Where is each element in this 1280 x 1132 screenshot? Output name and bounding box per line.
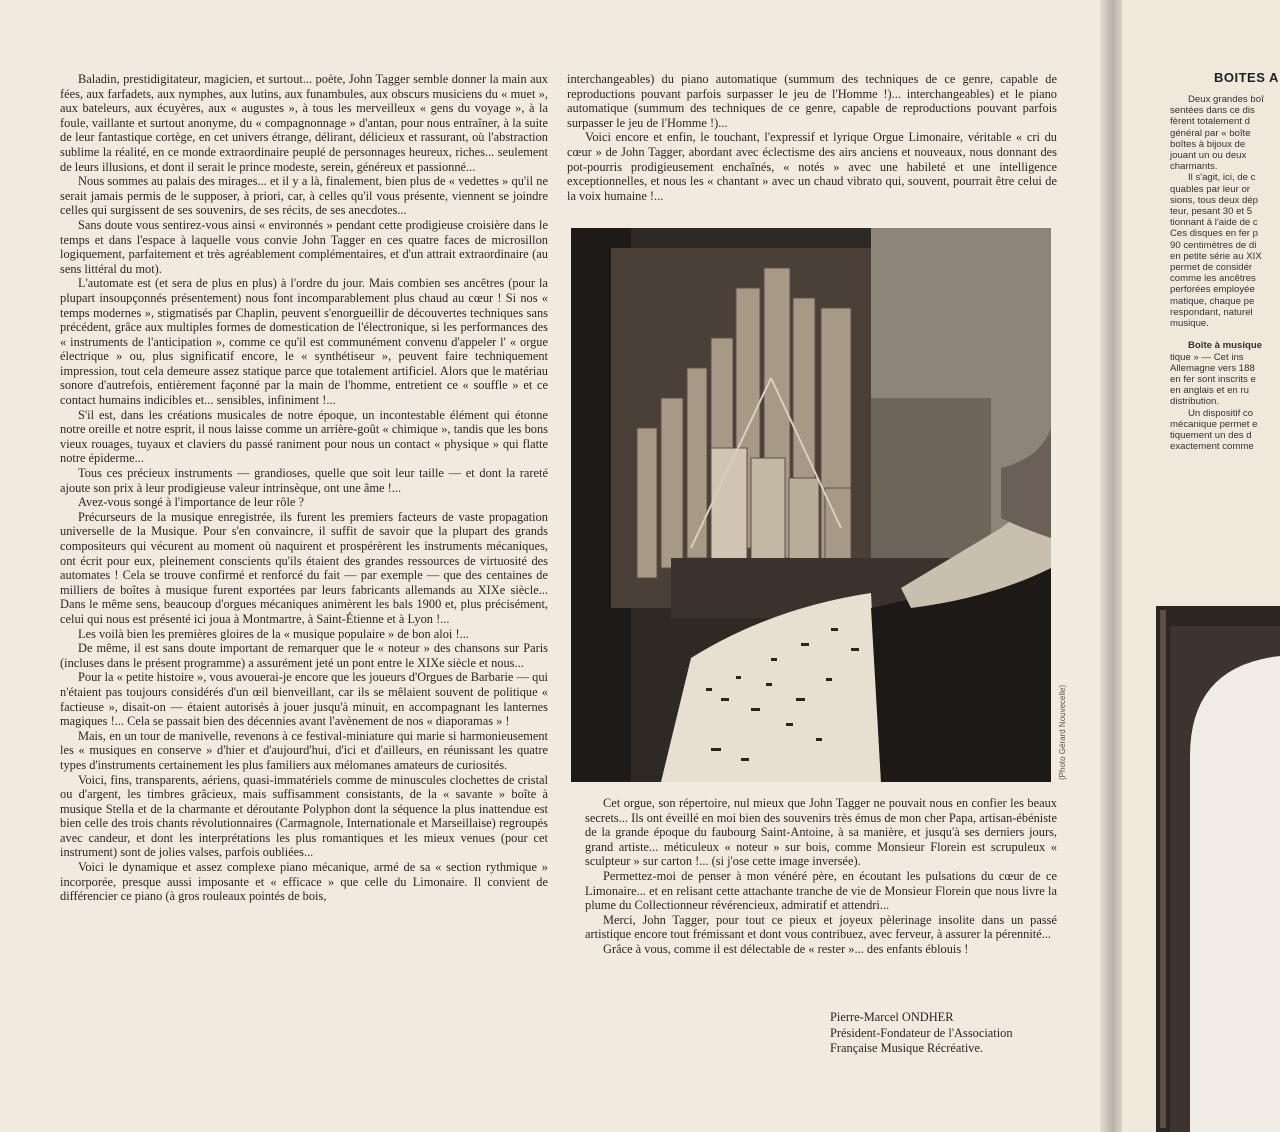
text-line: musique. <box>1170 318 1209 330</box>
paragraph: Voici le dynamique et assez complexe piano mécanique, armé de sa « section rythmique » incorporée, presque aussi imposante et « efficace » que celle du Limonaire. Il convient de différencier ce piano (à gros rouleaux pointés de bois, <box>60 860 548 904</box>
paragraph: L'automate est (et sera de plus en plus) à l'ordre du jour. Mais combien ses ancêtres (pour la plupart insoupçonnés présentement) nous font incomparablement plus chaud au cœur ! Si nos « temps modernes », stigmatisés par Chaplin, peuvent s'enorgueillir de découvertes techniques sans précédent, grâce aux multiples formes de domestication de l'électronique, si les performances des « instruments de l'anticipation », comme ce qu'il est communément convenu d'appeler l' « orgue électrique » ou, plus significatif encore, le « synthétiseur », peuvent faire techniquement impression, tout cela demeure assez statique parce que totalement artificiel. Alors que le matériau sonore d'autrefois, entièrement façonné par la main de l'homme, entretient ce « souffle » et ce contact humains indicibles et... sensibles, infiniment !... <box>60 276 548 408</box>
text-column-left <box>60 72 548 1062</box>
music-box-photo <box>1156 606 1280 1132</box>
text-line: en petite série au XIX <box>1170 250 1262 262</box>
paragraph: Les voilà bien les premières gloires de la « musique populaire » de bon aloi !... <box>78 626 469 641</box>
paragraph: Tous ces précieux instruments — grandioses, quelle que soit leur taille — et dont la rareté ajoute son prix à leur prodigieuse valeur intrinsèque, ont une âme !... <box>60 466 548 495</box>
photo-credit-text: (Photo Gérard Nouvecelle) <box>1058 684 1067 780</box>
text-line: teur, pesant 30 et 5 <box>1170 206 1253 218</box>
text-line <box>1170 329 1280 340</box>
text-line: boîtes à bijoux de <box>1170 138 1246 150</box>
paragraph: Baladin, prestidigitateur, magicien, et surtout... poète, John Tagger semble donner la main aux fées, aux farfadets, aux nymphes, aux lutins, aux funambules, aux obscurs musiciens du « muet », aux bateleurs, aux écuyères, aux « augustes », à tous les merveilleux « gens du voyage », à la foule, vaillante et surtout anonyme, du « compagnonnage » d'antan, pour nous entraîner, à la suite de leur fantastique cortège, en cet univers étrange, délirant, délicieux et rassurant, où l'abstraction sublime la réalité, en ce monde extraordinaire peuplé de personnages heureux, riches... seulement de leurs illusions, et dont il serait le prince modeste, serein, généreux et passionné... <box>60 72 548 174</box>
text-line: Ces disques en fer p <box>1170 228 1258 240</box>
paragraph: S'il est, dans les créations musicales de notre époque, un incontestable élément qui étonne notre oreille et notre esprit, il nous laisse comme un arrière-goût « chimique », tandis que les bons vieux rouages, tuyaux et claviers du passé raniment pour nous un contact « physique » qui flatte notre épiderme... <box>60 407 548 466</box>
text-line: mécanique permet e <box>1170 418 1258 430</box>
text-line: quables par leur or <box>1170 183 1250 195</box>
signature-title-line: Française Musique Récréative. <box>830 1041 984 1055</box>
right-page-text <box>1170 94 1280 453</box>
paragraph: Permettez-moi de penser à mon vénéré père, en écoutant les pulsations du cœur de ce Limonaire... et en relisant cette attachante tranche de vie de Monsieur Florein que nous livre la plume du Collectionneur révérencieux, admiratif et attendri... <box>585 868 1057 913</box>
text-line: Allemagne vers 188 <box>1170 362 1255 374</box>
text-line: Boîte à musique <box>1188 340 1263 352</box>
text-line: en fer sont inscrits e <box>1170 374 1256 386</box>
text-column-right-bottom <box>585 796 1057 1002</box>
text-line: permet de considér <box>1170 262 1253 274</box>
signature-block <box>830 1010 1090 1057</box>
text-line: Deux grandes boî <box>1188 94 1264 105</box>
text-line: tionnant à l'aide de c <box>1170 217 1258 229</box>
paragraph: Nous sommes au palais des mirages... et il y a là, finalement, bien plus de « vedettes » qu'il ne serait jamais permis de le supposer, à priori, car, à celles qu'il vous présente, viennent se joindre celles qui surgissent de ses souvenirs, de ses récits, de ses anecdotes... <box>60 174 548 218</box>
paragraph: interchangeables) du piano automatique (summum des techniques de ce genre, capable de reproductions pouvant parfois surpasser le jeu de l'Homme !)... interchangeables) et le piano automatique (summum des techniques de ce genre, capable de reproductions pouvant parfois surpasser le jeu de l'Homme !)... <box>567 72 1057 130</box>
paragraph: Voici, fins, transparents, aériens, quasi-immatériels comme de minuscules clochettes de cristal ou d'argent, les timbres grâcieux, mais suffisamment consistants, de la « savante » boîte à musique Stella et de la charmante et déroutante Polyphon dont la séquence la plus inattendue est bien celle des trois chants révolutionnaires (Carmagnole, Internationale et Marseillaise) regroupés avec candeur, et dont les interprétations les plus romantiques et les mieux venues (pour cet instrument) sont de jolies valses, parfois oubliées... <box>60 772 548 860</box>
paragraph: Sans doute vous sentirez-vous ainsi « environnés » pendant cette prodigieuse croisière dans le temps et dans l'espace à laquelle vous convie John Tagger en ces quatre faces de microsillon logiquement, parfaitement et très agréablement complémentaires, et d'un attrait extraordinaire (au sens littéral du mot). <box>60 217 548 276</box>
paragraph: Précurseurs de la musique enregistrée, ils furent les premiers facteurs de vaste propagation universelle de la Musique. Pour s'en convaincre, il suffit de savoir que la plupart des grands compositeurs qui vécurent au moment où naquirent et prospérèrent les instruments mécaniques, ont écrit pour eux, pleinement conscients qu'ils étaient des grandes ressources de virtuosité des automates ! Cela se trouve confirmé et renforcé du fait — par exemple — que des centaines de milliers de boîtes à musique furent exportées par leurs fabricants allemands au XIXe siècle... Dans le même sens, beaucoup d'orgues mécaniques animèrent les bals 1900 et, plus précisément, celui qui nous est présenté ici joua à Montmartre, à Saint-Étienne et à Lyon !... <box>60 509 548 626</box>
photo-credit <box>1058 500 1078 780</box>
text-line: fèrent totalement d <box>1170 116 1250 128</box>
paragraph: Mais, en un tour de manivelle, revenons à ce festival-miniature qui marie si harmonieusement les « musiques en conserve » d'hier et d'aujourd'hui, d'ici et d'ailleurs, en réunissant les quatre types d'instruments certainement les plus familiers aux mélomanes amateurs de curiosités. <box>60 728 548 772</box>
text-line: en anglais et en ru <box>1170 385 1249 397</box>
organ-photo-illustration <box>571 228 1051 782</box>
paragraph: Cet orgue, son répertoire, nul mieux que John Tagger ne pouvait nous en confier les beaux secrets... Ils ont éveillé en moi bien des souvenirs très émus de mon cher Papa, artisan-ébéniste de la grande époque du faubourg Saint-Antoine, à sa manière, et jusqu'à ses derniers jours, grand artiste... méticuleux « noteur » sur bois, comme Monsieur Florein est scrupuleux « sculpteur » sur carton !... (si j'ose cette image inversée). <box>585 796 1057 869</box>
music-box-illustration <box>1156 606 1280 1132</box>
right-page <box>1122 0 1280 1132</box>
text-line: sentées dans ce dis <box>1170 105 1255 117</box>
paragraph: Voici encore et enfin, le touchant, l'expressif et lyrique Orgue Limonaire, véritable « cri du cœur » de John Tagger, abordant avec éclectisme des airs anciens et nouveaux, nous donnant des pot-pourris prodigieusement enchaînés, « notés » avec une habileté et une intelligence exceptionnelles, et nous les « chantant » avec un chaud vibrato qui, souvent, pourrait être celui de la voix humaine !... <box>567 130 1057 203</box>
paragraph: Grâce à vous, comme il est délectable de « rester »... des enfants éblouis ! <box>603 941 969 956</box>
signature-title-line: Président-Fondateur de l'Association <box>830 1025 1013 1040</box>
text-line: jouant un ou deux <box>1170 150 1247 162</box>
text-line: charmants. <box>1170 161 1218 173</box>
organ-photograph <box>571 228 1051 782</box>
text-line: respondant, naturel <box>1170 306 1253 318</box>
text-line: 90 centimètres de di <box>1170 239 1257 251</box>
text-line: perforées employée <box>1170 284 1255 296</box>
signature-name: Pierre-Marcel ONDHER <box>830 1010 954 1024</box>
text-line: Il s'agit, ici, de c <box>1188 172 1256 184</box>
text-line: distribution. <box>1170 396 1220 408</box>
text-line: matique, chaque pe <box>1170 295 1255 307</box>
text-line: tiquement un des d <box>1170 430 1252 442</box>
text-line: Un dispositif co <box>1188 407 1254 419</box>
text-column-right-top <box>567 72 1057 220</box>
paragraph: De même, il est sans doute important de remarquer que le « noteur » des chansons sur Paris (incluses dans le présent programme) a assurément jeté un pont entre le XIXe siècle et nous... <box>60 641 548 670</box>
paragraph: Avez-vous songé à l'importance de leur rôle ? <box>78 495 304 510</box>
text-line: exactement comme <box>1170 441 1254 453</box>
text-line: comme les ancêtres <box>1170 273 1256 285</box>
text-line: sions, tous deux dép <box>1170 194 1259 206</box>
right-page-title: BOITES A <box>1214 70 1279 85</box>
text-line: général par « boîte <box>1170 127 1251 139</box>
page-fold <box>1100 0 1122 1132</box>
paragraph: Merci, John Tagger, pour tout ce pieux et joyeux pèlerinage insolite dans un passé artistique encore tout frémissant et dont vous contribuez, avec ferveur, à assurer la pérennité... <box>585 912 1057 942</box>
paragraph: Pour la « petite histoire », vous avouerai-je encore que les joueurs d'Orgues de Barbarie — qui n'étaient pas toujours considérés d'un œil bienveillant, car ils se mêlaient souvent de politique « factieuse », disait-on — étaient autorisés à jouer jusqu'à minuit, en accompagnant les lanternes magiques !... Cela se passait bien des décennies avant l'avènement de nos « diaporamas » ! <box>60 670 548 729</box>
text-line: tique » — Cet ins <box>1170 351 1244 363</box>
